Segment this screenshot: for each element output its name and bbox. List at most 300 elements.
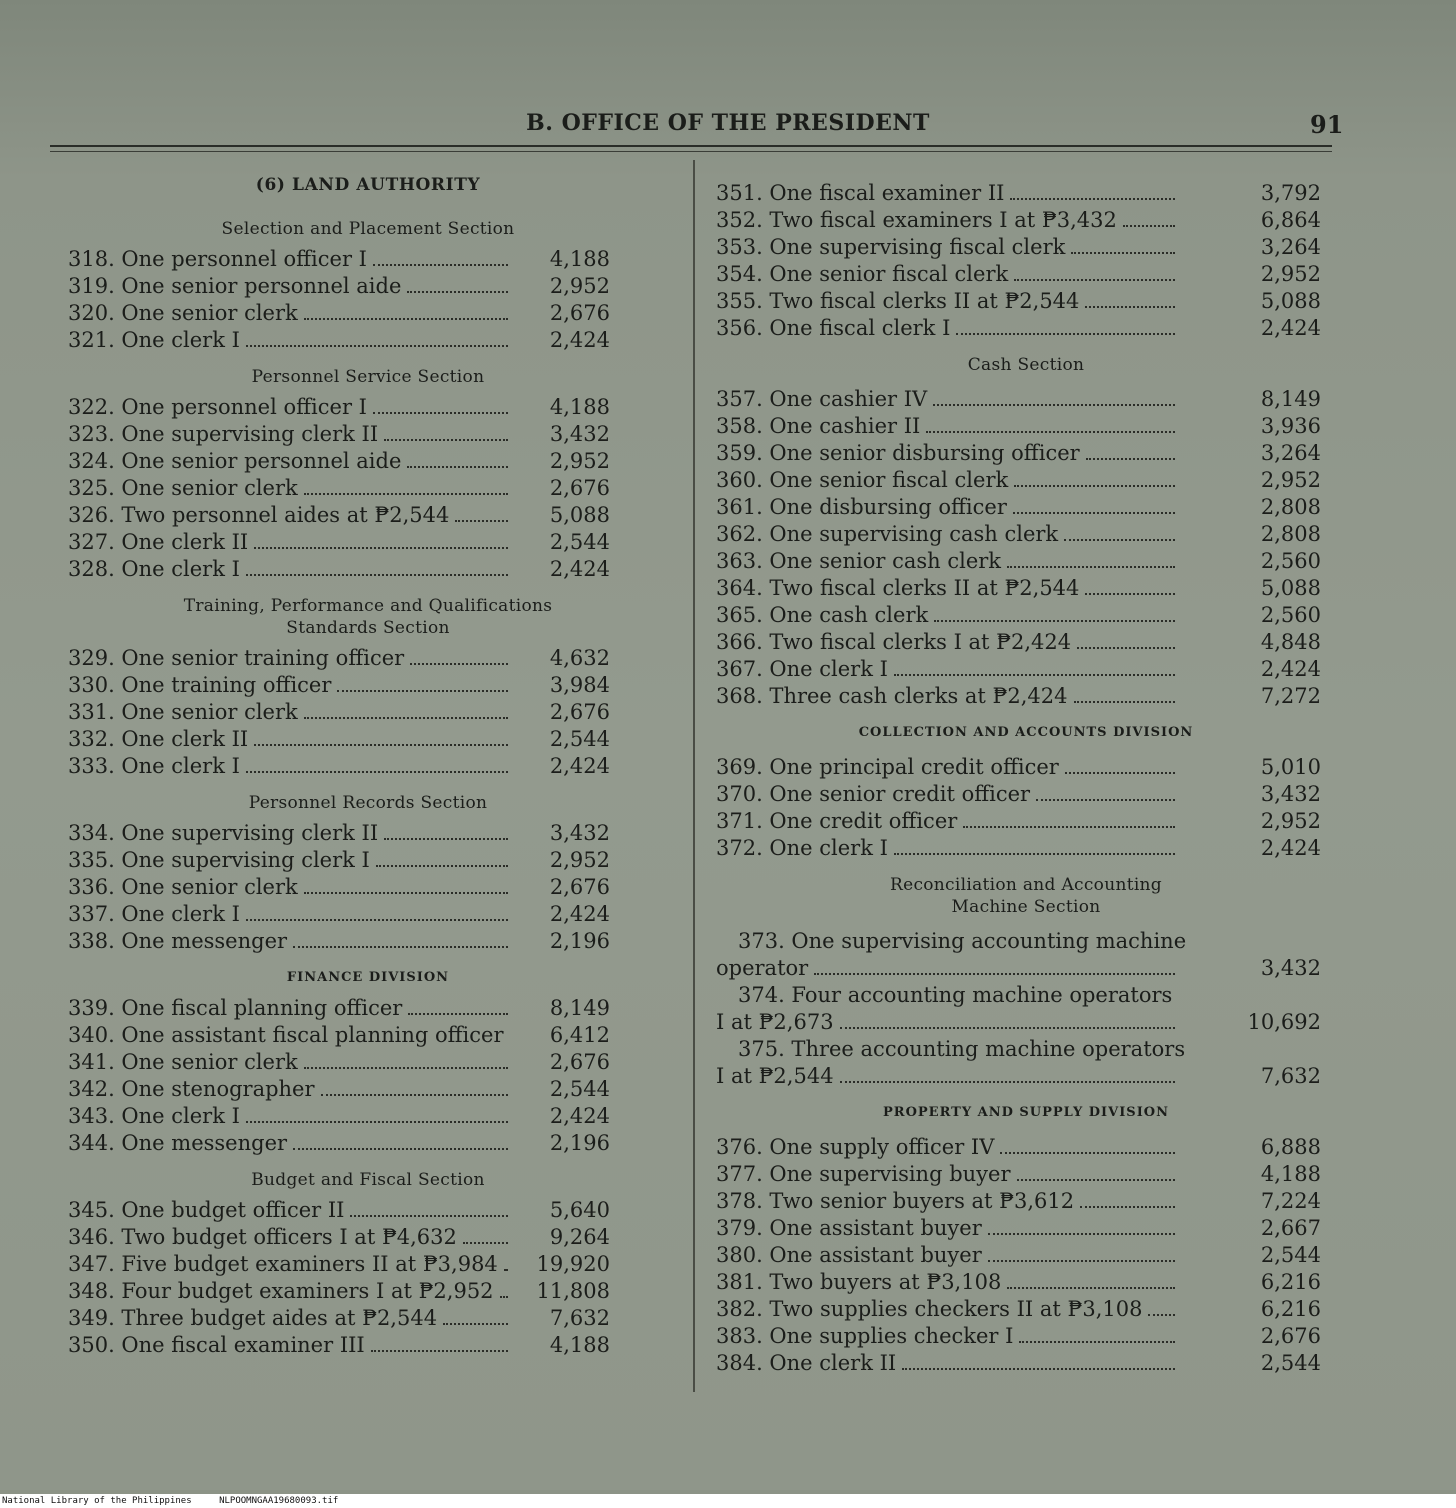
label-wrap xyxy=(68,502,514,529)
line-item-amount: 3,432 xyxy=(1260,782,1321,806)
dot-leader xyxy=(304,492,508,495)
line-item-amount: 2,424 xyxy=(549,328,610,352)
line-item-label: 352. Two fiscal examiners I at ₱3,432 xyxy=(716,208,1117,232)
line-item-amount: 4,188 xyxy=(1260,1162,1321,1186)
dot-leader xyxy=(254,743,508,746)
section-title: Personnel Service Section xyxy=(251,367,485,387)
line-item-label: 340. One assistant fiscal planning officer xyxy=(68,1023,504,1047)
line-item-label: 343. One clerk I xyxy=(68,1104,240,1128)
line-item-amount: 2,952 xyxy=(549,449,610,473)
label-wrap xyxy=(716,521,1181,548)
label-wrap xyxy=(716,602,1181,629)
line-item xyxy=(716,315,1336,342)
section-title: PROPERTY AND SUPPLY DIVISION xyxy=(882,1105,1169,1120)
line-item-label-cont: operator xyxy=(716,956,809,980)
dot-leader xyxy=(1036,798,1175,801)
line-item-amount: 2,952 xyxy=(549,274,610,298)
line-item xyxy=(68,1332,668,1359)
line-item-label: 371. One credit officer xyxy=(716,809,958,833)
line-item xyxy=(716,808,1336,835)
line-item-amount: 5,088 xyxy=(1260,576,1321,600)
label-wrap xyxy=(68,1305,514,1332)
line-item-amount: 6,216 xyxy=(1260,1297,1321,1321)
label-wrap xyxy=(68,421,514,448)
line-item-amount: 2,952 xyxy=(1260,262,1321,286)
line-item xyxy=(68,1197,668,1224)
library-credit: National Library of the Philippines xyxy=(2,1496,192,1506)
dot-leader xyxy=(246,573,508,576)
line-item-label: 384. One clerk II xyxy=(716,1351,897,1375)
line-item-label: 331. One senior clerk xyxy=(68,700,298,724)
line-item-label: 321. One clerk I xyxy=(68,328,240,352)
section-title: Training, Performance and Qualifications xyxy=(183,596,553,616)
section-title: Reconciliation and Accounting xyxy=(889,875,1162,895)
line-item-amount: 2,808 xyxy=(1260,495,1321,519)
line-item-label: 330. One training officer xyxy=(68,673,332,697)
line-item-amount: 2,676 xyxy=(549,875,610,899)
label-wrap xyxy=(716,207,1181,234)
label-wrap xyxy=(68,1197,514,1224)
dot-leader xyxy=(934,619,1175,622)
line-item xyxy=(716,928,1336,982)
line-item xyxy=(716,1134,1336,1161)
line-item-label: 342. One stenographer xyxy=(68,1077,315,1101)
label-wrap xyxy=(716,1296,1181,1323)
line-item-amount: 7,224 xyxy=(1260,1189,1321,1213)
line-item xyxy=(716,835,1336,862)
line-item-label: 383. One supplies checker I xyxy=(716,1324,1014,1348)
label-wrap xyxy=(716,1188,1181,1215)
line-item-label: 350. One fiscal examiner III xyxy=(68,1333,365,1357)
label-wrap xyxy=(68,753,514,780)
line-item-label: 327. One clerk II xyxy=(68,530,249,554)
line-item-label: 358. One cashier II xyxy=(716,414,921,438)
label-wrap xyxy=(68,699,514,726)
dot-leader xyxy=(963,825,1175,828)
label-wrap xyxy=(68,1076,514,1103)
line-item-label: 325. One senior clerk xyxy=(68,476,298,500)
section-title: Personnel Records Section xyxy=(248,793,488,813)
label-wrap xyxy=(716,1161,1181,1188)
line-item-amount: 6,216 xyxy=(1260,1270,1321,1294)
line-item-label: 353. One supervising fiscal clerk xyxy=(716,235,1066,259)
line-item xyxy=(68,699,668,726)
dot-leader xyxy=(933,403,1175,406)
line-item xyxy=(68,847,668,874)
line-item-label: 319. One senior personnel aide xyxy=(68,274,402,298)
line-item xyxy=(716,1242,1336,1269)
line-item-amount: 4,188 xyxy=(549,1333,610,1357)
line-item-label: 369. One principal credit officer xyxy=(716,755,1059,779)
line-item-amount: 3,264 xyxy=(1260,441,1321,465)
line-item-label: 365. One cash clerk xyxy=(716,603,929,627)
line-item-label: 329. One senior training officer xyxy=(68,646,405,670)
label-wrap xyxy=(68,327,514,354)
line-item-label: 361. One disbursing officer xyxy=(716,495,1007,519)
line-item xyxy=(68,1251,668,1278)
line-item-amount: 3,936 xyxy=(1260,414,1321,438)
line-item xyxy=(68,1305,668,1332)
line-item xyxy=(68,327,668,354)
dot-leader xyxy=(814,972,1175,975)
dot-leader xyxy=(293,945,508,948)
label-wrap xyxy=(716,261,1181,288)
line-item-label: 377. One supervising buyer xyxy=(716,1162,1011,1186)
line-item-amount: 5,640 xyxy=(549,1198,610,1222)
line-item xyxy=(716,683,1336,710)
label-wrap xyxy=(716,781,1181,808)
line-item xyxy=(716,494,1336,521)
label-wrap xyxy=(716,1350,1181,1377)
dot-leader xyxy=(1085,305,1175,308)
line-item-label: 347. Five budget examiners II at ₱3,984 xyxy=(68,1252,498,1276)
line-item-label: 364. Two fiscal clerks II at ₱2,544 xyxy=(716,576,1080,600)
line-item xyxy=(68,394,668,421)
line-item xyxy=(716,234,1336,261)
dot-leader xyxy=(1010,197,1175,200)
dot-leader xyxy=(926,430,1175,433)
dot-leader xyxy=(443,1322,508,1325)
line-item-label: 362. One supervising cash clerk xyxy=(716,522,1059,546)
line-item xyxy=(716,261,1336,288)
line-item xyxy=(68,529,668,556)
line-item-label: 381. Two buyers at ₱3,108 xyxy=(716,1270,1002,1294)
dot-leader xyxy=(304,891,508,894)
line-item xyxy=(716,656,1336,683)
label-wrap xyxy=(68,928,514,955)
line-item xyxy=(716,754,1336,781)
line-item-amount: 2,952 xyxy=(1260,468,1321,492)
line-item-amount: 5,010 xyxy=(1260,755,1321,779)
line-item-amount: 2,424 xyxy=(549,1104,610,1128)
line-item-amount: 9,264 xyxy=(549,1225,610,1249)
label-wrap xyxy=(68,1049,514,1076)
label-wrap xyxy=(716,467,1181,494)
line-item xyxy=(68,502,668,529)
line-item-amount: 2,544 xyxy=(549,727,610,751)
label-wrap xyxy=(716,1323,1181,1350)
label-wrap xyxy=(68,847,514,874)
line-item-amount: 2,560 xyxy=(1260,549,1321,573)
line-item xyxy=(68,1076,668,1103)
label-wrap xyxy=(716,1269,1181,1296)
line-item-label: 376. One supply officer IV xyxy=(716,1135,995,1159)
line-item xyxy=(716,1161,1336,1188)
line-item xyxy=(716,1036,1336,1090)
line-item-amount: 2,952 xyxy=(549,848,610,872)
line-item-label: 355. Two fiscal clerks II at ₱2,544 xyxy=(716,289,1080,313)
line-item-label: 379. One assistant buyer xyxy=(716,1216,982,1240)
line-item xyxy=(68,672,668,699)
label-wrap xyxy=(716,955,1181,982)
section-title: Selection and Placement Section xyxy=(221,219,515,239)
dot-leader xyxy=(371,1349,508,1352)
line-item-label: 373. One supervising accounting machine xyxy=(738,929,1187,953)
page-number: 91 xyxy=(1310,110,1344,139)
label-wrap xyxy=(716,575,1181,602)
line-item xyxy=(716,440,1336,467)
line-item-amount: 2,676 xyxy=(549,476,610,500)
dot-leader xyxy=(304,1066,508,1069)
line-item-label: 337. One clerk I xyxy=(68,902,240,926)
line-item-label: 374. Four accounting machine operators xyxy=(738,983,1173,1007)
dot-leader xyxy=(463,1241,508,1244)
line-item-label: 324. One senior personnel aide xyxy=(68,449,402,473)
line-item xyxy=(716,781,1336,808)
line-item xyxy=(68,246,668,273)
dot-leader xyxy=(246,1120,508,1123)
dot-leader xyxy=(407,465,508,468)
dot-leader xyxy=(304,317,508,320)
section-heading: (6) LAND AUTHORITY xyxy=(255,175,481,195)
line-item-label: 322. One personnel officer I xyxy=(68,395,367,419)
line-item-amount: 2,424 xyxy=(1260,836,1321,860)
label-wrap xyxy=(716,494,1181,521)
line-item-label-cont: I at ₱2,544 xyxy=(716,1064,834,1088)
label-wrap xyxy=(68,726,514,753)
line-item-label: 328. One clerk I xyxy=(68,557,240,581)
label-wrap xyxy=(716,656,1181,683)
line-item-label: 380. One assistant buyer xyxy=(716,1243,982,1267)
line-item-label: 323. One supervising clerk II xyxy=(68,422,379,446)
dot-leader xyxy=(840,1026,1175,1029)
line-item-amount: 2,676 xyxy=(1260,1324,1321,1348)
label-wrap xyxy=(716,835,1181,862)
line-item-label: 345. One budget officer II xyxy=(68,1198,345,1222)
line-item-amount: 2,424 xyxy=(1260,657,1321,681)
label-wrap xyxy=(716,440,1181,467)
line-item xyxy=(68,901,668,928)
line-item xyxy=(68,273,668,300)
line-item-amount: 5,088 xyxy=(1260,289,1321,313)
dot-leader xyxy=(1085,592,1175,595)
line-item-label: 346. Two budget officers I at ₱4,632 xyxy=(68,1225,457,1249)
label-wrap xyxy=(716,1134,1181,1161)
label-wrap xyxy=(716,1242,1181,1269)
dot-leader xyxy=(1007,565,1175,568)
line-item-amount: 3,984 xyxy=(549,673,610,697)
label-wrap xyxy=(716,386,1181,413)
line-item-amount: 2,424 xyxy=(1260,316,1321,340)
dot-leader xyxy=(504,1268,508,1271)
line-item-label: 320. One senior clerk xyxy=(68,301,298,325)
line-item-label: 372. One clerk I xyxy=(716,836,888,860)
line-item-continuation xyxy=(716,955,1336,982)
dot-leader xyxy=(373,411,508,414)
line-item-label: 336. One senior clerk xyxy=(68,875,298,899)
line-item xyxy=(68,421,668,448)
left-column xyxy=(68,170,668,1359)
section-title-line2: Machine Section xyxy=(951,897,1101,917)
label-wrap xyxy=(716,413,1181,440)
right-column xyxy=(716,180,1336,1377)
dot-leader xyxy=(1123,224,1175,227)
line-item xyxy=(716,1323,1336,1350)
label-wrap xyxy=(68,1022,514,1049)
line-item-label: 378. Two senior buyers at ₱3,612 xyxy=(716,1189,1075,1213)
dot-leader xyxy=(894,852,1175,855)
label-wrap xyxy=(68,246,514,273)
line-item-label: 334. One supervising clerk II xyxy=(68,821,379,845)
line-item-label: 356. One fiscal clerk I xyxy=(716,316,951,340)
line-item xyxy=(716,288,1336,315)
label-wrap xyxy=(68,448,514,475)
line-item xyxy=(68,448,668,475)
section-title: COLLECTION AND ACCOUNTS DIVISION xyxy=(858,725,1194,740)
line-item-amount: 7,632 xyxy=(549,1306,610,1330)
line-item-label: 368. Three cash clerks at ₱2,424 xyxy=(716,684,1068,708)
header-rule xyxy=(50,145,1332,147)
line-item-amount: 2,952 xyxy=(1260,809,1321,833)
dot-leader xyxy=(902,1367,1175,1370)
line-item-label: 339. One fiscal planning officer xyxy=(68,996,403,1020)
label-wrap xyxy=(716,683,1181,710)
line-item-amount: 11,808 xyxy=(536,1279,610,1303)
label-wrap xyxy=(68,901,514,928)
dot-leader xyxy=(1064,538,1175,541)
line-item-amount: 2,676 xyxy=(549,301,610,325)
line-item-amount: 4,632 xyxy=(549,646,610,670)
line-item-amount: 2,560 xyxy=(1260,603,1321,627)
line-item-amount: 2,196 xyxy=(549,929,610,953)
line-item xyxy=(68,1278,668,1305)
dot-leader xyxy=(1074,700,1176,703)
line-item-amount: 4,188 xyxy=(549,395,610,419)
dot-leader xyxy=(410,662,508,665)
line-item-amount: 2,544 xyxy=(549,1077,610,1101)
line-item-amount: 4,848 xyxy=(1260,630,1321,654)
dot-leader xyxy=(500,1295,508,1298)
line-item-amount: 2,424 xyxy=(549,754,610,778)
dot-leader xyxy=(1077,646,1175,649)
dot-leader xyxy=(1014,484,1175,487)
line-item xyxy=(68,475,668,502)
line-item-amount: 10,692 xyxy=(1247,1010,1321,1034)
line-item-label: 359. One senior disbursing officer xyxy=(716,441,1080,465)
dot-leader xyxy=(988,1232,1175,1235)
dot-leader xyxy=(1065,771,1175,774)
dot-leader xyxy=(304,716,508,719)
dot-leader xyxy=(1148,1313,1175,1316)
page-title: B. OFFICE OF THE PRESIDENT xyxy=(526,110,930,136)
line-item-label: 363. One senior cash clerk xyxy=(716,549,1002,573)
line-item-continuation xyxy=(716,1063,1336,1090)
line-item-label: 333. One clerk I xyxy=(68,754,240,778)
label-wrap xyxy=(68,820,514,847)
dot-leader xyxy=(988,1259,1175,1262)
dot-leader xyxy=(1080,1205,1175,1208)
label-wrap xyxy=(716,754,1181,781)
dot-leader xyxy=(408,1012,508,1015)
line-item-amount: 2,676 xyxy=(549,700,610,724)
line-item-amount: 6,888 xyxy=(1260,1135,1321,1159)
line-item xyxy=(68,300,668,327)
dot-leader xyxy=(1017,1178,1175,1181)
label-wrap xyxy=(68,556,514,583)
line-item-amount: 7,632 xyxy=(1260,1064,1321,1088)
dot-leader xyxy=(373,263,508,266)
column-divider xyxy=(693,160,695,1392)
line-item xyxy=(716,521,1336,548)
label-wrap xyxy=(68,475,514,502)
label-wrap xyxy=(68,1278,514,1305)
line-item xyxy=(68,1049,668,1076)
line-item-label: 375. Three accounting machine operators xyxy=(738,1037,1186,1061)
line-item-amount: 3,264 xyxy=(1260,235,1321,259)
dot-leader xyxy=(321,1093,508,1096)
label-wrap xyxy=(68,645,514,672)
line-item-label-cont: I at ₱2,673 xyxy=(716,1010,834,1034)
dot-leader xyxy=(350,1214,508,1217)
label-wrap xyxy=(68,1103,514,1130)
dot-leader xyxy=(293,1147,508,1150)
line-item xyxy=(716,1350,1336,1377)
line-item-amount: 2,808 xyxy=(1260,522,1321,546)
label-wrap xyxy=(68,529,514,556)
dot-leader xyxy=(1007,1286,1175,1289)
label-wrap xyxy=(68,1130,514,1157)
line-item xyxy=(68,874,668,901)
line-item-amount: 8,149 xyxy=(1260,387,1321,411)
line-item xyxy=(716,1269,1336,1296)
file-name: NLPOOMNGAA19680093.tif xyxy=(219,1496,339,1506)
dot-leader xyxy=(455,519,508,522)
line-item-label: 341. One senior clerk xyxy=(68,1050,298,1074)
dot-leader xyxy=(337,689,508,692)
dot-leader xyxy=(1071,251,1175,254)
line-item xyxy=(716,629,1336,656)
line-item-label: 335. One supervising clerk I xyxy=(68,848,370,872)
line-item-amount: 3,792 xyxy=(1260,181,1321,205)
line-item-amount: 5,088 xyxy=(549,503,610,527)
line-item-label: 357. One cashier IV xyxy=(716,387,928,411)
line-item-amount: 2,676 xyxy=(549,1050,610,1074)
line-item xyxy=(68,1130,668,1157)
line-item-label: 318. One personnel officer I xyxy=(68,247,367,271)
header-rule-thin xyxy=(50,151,1332,152)
label-wrap xyxy=(716,234,1181,261)
line-item xyxy=(716,1188,1336,1215)
line-item-amount: 7,272 xyxy=(1260,684,1321,708)
line-item xyxy=(68,556,668,583)
dot-leader xyxy=(894,673,1175,676)
line-item xyxy=(68,1224,668,1251)
line-item-label: 332. One clerk II xyxy=(68,727,249,751)
line-item-label: 360. One senior fiscal clerk xyxy=(716,468,1009,492)
label-wrap xyxy=(68,874,514,901)
line-item-amount: 4,188 xyxy=(549,247,610,271)
line-item-label: 370. One senior credit officer xyxy=(716,782,1031,806)
line-item xyxy=(716,575,1336,602)
dot-leader xyxy=(254,546,508,549)
line-item-label: 344. One messenger xyxy=(68,1131,288,1155)
dot-leader xyxy=(246,344,508,347)
label-wrap xyxy=(68,672,514,699)
line-item xyxy=(68,726,668,753)
line-item xyxy=(68,1022,668,1049)
line-item xyxy=(68,995,668,1022)
line-item-amount: 6,864 xyxy=(1260,208,1321,232)
line-item xyxy=(716,1296,1336,1323)
line-item xyxy=(716,413,1336,440)
line-item-label: 349. Three budget aides at ₱2,544 xyxy=(68,1306,438,1330)
dot-leader xyxy=(1013,511,1175,514)
line-item-label: 382. Two supplies checkers II at ₱3,108 xyxy=(716,1297,1143,1321)
line-item-amount: 2,196 xyxy=(549,1131,610,1155)
page-header xyxy=(0,110,1456,140)
label-wrap xyxy=(68,1332,514,1359)
dot-leader xyxy=(407,290,508,293)
